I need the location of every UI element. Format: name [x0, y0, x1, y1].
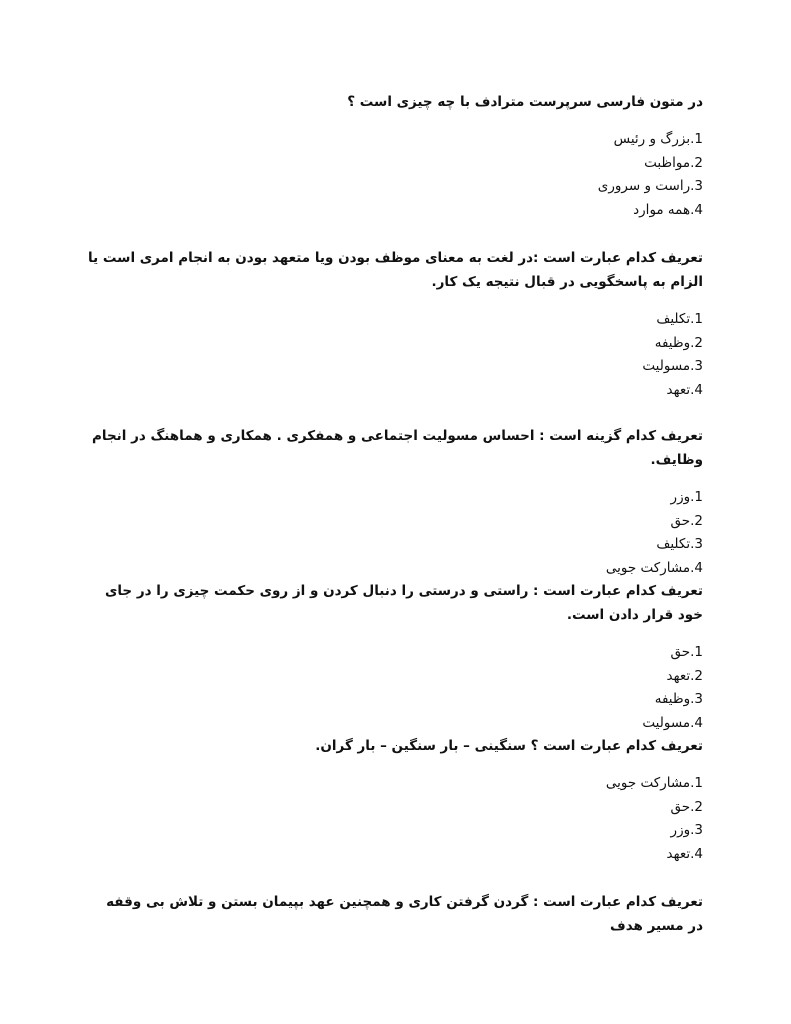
question-text: تعریف کدام عبارت است :در لغت به معنای موظف بودن ویا متعهد بودن به انجام امری است یا الزام به پاسخگویی در قبال نتیجه یک کار.	[88, 250, 703, 290]
option-item	[88, 199, 703, 223]
option-text: تعهد	[666, 381, 691, 398]
option-number: 1.	[690, 775, 703, 791]
option-number: 4.	[690, 201, 703, 218]
option-item	[88, 557, 703, 581]
option-text: مسولیت	[642, 358, 691, 374]
question-text: تعریف کدام عبارت است : راستی و درستی را دنبال کردن و از روی حکمت چیزی را در جای خود قرار دادن است.	[104, 583, 703, 623]
option-list	[88, 308, 703, 402]
option-number: 4.	[690, 714, 703, 731]
option-item	[88, 533, 703, 557]
question-2	[88, 246, 703, 402]
option-item	[88, 355, 703, 379]
question-3	[88, 424, 703, 580]
question-text: در متون فارسی سرپرست مترادف با چه چیزی است ؟	[347, 94, 703, 110]
option-list	[88, 486, 703, 580]
option-text: مسولیت	[642, 714, 691, 731]
option-number: 4.	[690, 381, 703, 398]
question-text: تعریف کدام گزینه است : احساس مسولیت اجتماعی و همفکری . همکاری و هماهنگ در انجام وظایف.	[91, 428, 703, 468]
option-number: 3.	[690, 358, 703, 374]
option-text: راست و سروری	[597, 178, 691, 194]
question-text: تعریف کدام عبارت است : گردن گرفتن کاری و همچنین عهد بپیمان بستن و تلاش بی وقفه در مسیر هدف	[106, 894, 703, 934]
option-list	[88, 128, 703, 222]
option-text: مشارکت جویی	[605, 559, 691, 576]
option-number: 3.	[690, 178, 703, 194]
option-item	[88, 712, 703, 736]
option-item	[88, 819, 703, 843]
option-text: حق	[670, 512, 691, 529]
option-text: وزر	[670, 489, 691, 505]
question-5	[88, 734, 703, 866]
option-item	[88, 843, 703, 867]
option-text: مشارکت جویی	[605, 775, 691, 791]
option-text: مواظبت	[644, 154, 691, 171]
option-number: 2.	[690, 512, 703, 529]
option-item	[88, 332, 703, 356]
question-1	[88, 90, 703, 222]
option-list	[88, 772, 703, 866]
option-text: تکلیف	[656, 536, 691, 552]
option-text: وزر	[670, 822, 691, 838]
option-item	[88, 175, 703, 199]
option-item	[88, 772, 703, 796]
option-number: 3.	[690, 691, 703, 707]
option-text: وظیفه	[654, 334, 691, 351]
option-number: 4.	[690, 559, 703, 576]
option-item	[88, 308, 703, 332]
option-item	[88, 796, 703, 820]
option-number: 2.	[690, 334, 703, 351]
option-list	[88, 641, 703, 735]
option-number: 1.	[690, 489, 703, 505]
option-item	[88, 128, 703, 152]
option-item	[88, 379, 703, 403]
option-text: تعهد	[666, 845, 691, 862]
option-item	[88, 152, 703, 176]
option-number: 2.	[690, 667, 703, 684]
option-number: 3.	[690, 822, 703, 838]
option-text: همه موارد	[633, 201, 691, 218]
option-item	[88, 665, 703, 689]
option-number: 1.	[690, 311, 703, 327]
question-text: تعریف کدام عبارت است ؟ سنگینی – بار سنگین – بار گران.	[315, 738, 703, 754]
option-number: 3.	[690, 536, 703, 552]
option-number: 4.	[690, 845, 703, 862]
question-6	[88, 890, 703, 938]
option-text: حق	[670, 798, 691, 815]
option-number: 2.	[690, 798, 703, 815]
option-text: حق	[670, 644, 691, 660]
option-item	[88, 510, 703, 534]
option-text: بزرگ و رئیس	[613, 131, 691, 147]
option-text: تکلیف	[656, 311, 691, 327]
option-number: 1.	[690, 131, 703, 147]
option-item	[88, 641, 703, 665]
option-item	[88, 486, 703, 510]
option-item	[88, 688, 703, 712]
option-number: 2.	[690, 154, 703, 171]
option-text: وظیفه	[654, 691, 691, 707]
option-number: 1.	[690, 644, 703, 660]
option-text: تعهد	[666, 667, 691, 684]
question-4	[88, 579, 703, 735]
